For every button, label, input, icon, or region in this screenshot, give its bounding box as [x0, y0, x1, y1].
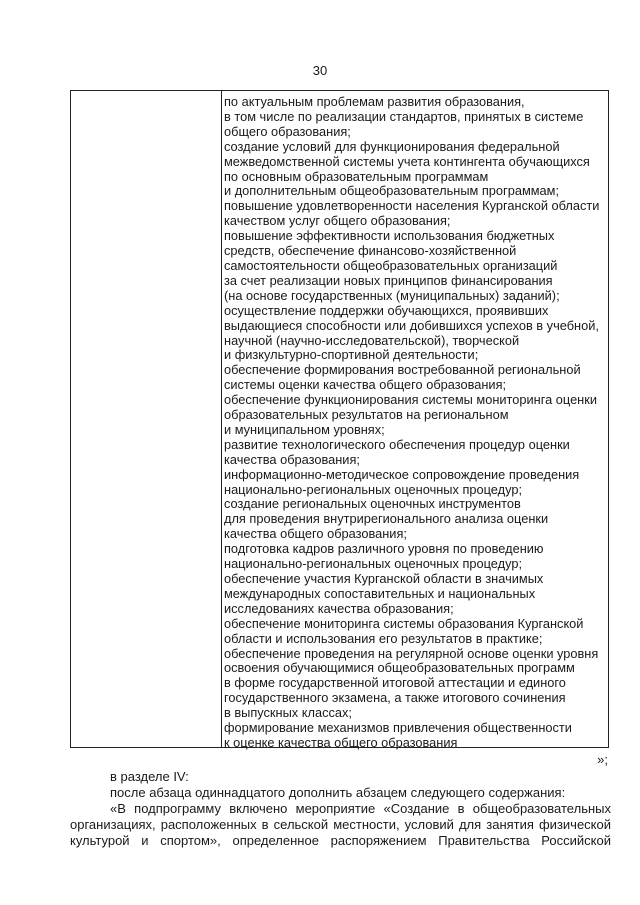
- cell-text-line: системы оценки качества общего образования;: [224, 377, 507, 393]
- instruction-paragraph: после абзаца одиннадцатого дополнить абзацем следующего содержания:: [110, 785, 566, 800]
- cell-text-line: качества образования;: [224, 451, 360, 467]
- cell-text-line: международных сопоставительных и национальных: [224, 585, 536, 601]
- cell-text-line: национально-региональных оценочных процедур;: [224, 481, 523, 497]
- cell-text-line: качества общего образования;: [224, 526, 407, 542]
- cell-text-line: качеством услуг общего образования;: [224, 213, 451, 229]
- cell-text-line: (на основе государственных (муниципальных) заданий);: [224, 287, 560, 303]
- cell-text-line: национально-региональных оценочных процедур;: [224, 556, 523, 572]
- program-table: [70, 90, 609, 748]
- cell-text-line: исследованиях качества образования;: [224, 600, 454, 616]
- cell-text-line: в том числе по реализации стандартов, принятых в системе: [224, 108, 584, 124]
- table-cell-right: [224, 95, 604, 751]
- cell-text-line: формирование механизмов привлечения общественности: [224, 720, 572, 736]
- section-reference: в разделе IV:: [110, 769, 189, 784]
- quoted-line: «В подпрограмму включено мероприятие «Создание в общеобразовательных: [110, 801, 611, 816]
- page-number: 30: [312, 63, 328, 78]
- quoted-line: культурой и спортом», определенное распоряжением Правительства Российской: [70, 833, 611, 848]
- cell-text-line: развитие технологического обеспечения процедур оценки: [224, 436, 570, 452]
- column-divider: [221, 91, 222, 747]
- cell-text-line: выдающиеся способности или добившихся успехов в учебной,: [224, 317, 599, 333]
- cell-text-line: области и использования его результатов в практике;: [224, 630, 543, 646]
- cell-text-line: освоения обучающимися общеобразовательных программ: [224, 660, 575, 676]
- cell-text-line: образовательных результатов на региональном: [224, 407, 509, 423]
- cell-text-line: и муниципальном уровнях;: [224, 421, 385, 437]
- cell-text-line: повышение эффективности использования бюджетных: [224, 228, 555, 244]
- cell-text-line: для проведения внутрирегионального анализа оценки: [224, 511, 549, 527]
- cell-text-line: межведомственной системы учета контингента обучающихся: [224, 153, 590, 169]
- cell-text-line: подготовка кадров различного уровня по проведению: [224, 541, 544, 557]
- cell-text-line: к оценке качества общего образования: [224, 734, 458, 750]
- cell-text-line: обеспечение участия Курганской области в значимых: [224, 571, 544, 586]
- cell-text-line: и физкультурно-спортивной деятельности;: [224, 347, 479, 363]
- cell-text-line: и дополнительным общеобразовательным программам;: [224, 183, 560, 199]
- cell-text-line: за счет реализации новых принципов финансирования: [224, 272, 553, 288]
- cell-text-line: создание условий для функционирования федеральной: [224, 138, 560, 154]
- cell-text-line: повышение удовлетворенности населения Курганской области: [224, 198, 600, 214]
- closing-quote: »;: [597, 752, 608, 767]
- cell-text-line: обеспечение формирования востребованной региональной: [224, 362, 581, 378]
- cell-text-line: самостоятельности общеобразовательных организаций: [224, 257, 558, 273]
- cell-text-line: средств, обеспечение финансово-хозяйственной: [224, 243, 517, 259]
- cell-text-line: по актуальным проблемам развития образования,: [224, 94, 525, 109]
- cell-text-line: информационно-методическое сопровождение проведения: [224, 466, 580, 482]
- cell-text-line: создание региональных оценочных инструментов: [224, 496, 521, 512]
- cell-text-line: в форме государственной итоговой аттестации и единого: [224, 675, 566, 691]
- cell-text-line: в выпускных классах;: [224, 705, 352, 721]
- cell-text-line: научной (научно-исследовательской), творческой: [224, 332, 520, 348]
- cell-text-line: обеспечение функционирования системы мониторинга оценки: [224, 392, 597, 408]
- cell-text-line: государственного экзамена, а также итогового сочинения: [224, 690, 566, 706]
- cell-text-line: обеспечение мониторинга системы образования Курганской: [224, 615, 584, 631]
- cell-text-line: обеспечение проведения на регулярной основе оценки уровня: [224, 645, 599, 661]
- cell-text-line: по основным образовательным программам: [224, 168, 489, 184]
- quoted-line: организациях, расположенных в сельской местности, условий для занятия физической: [70, 817, 611, 832]
- cell-text-line: общего образования;: [224, 123, 351, 139]
- cell-text-line: осуществление поддержки обучающихся, проявивших: [224, 302, 549, 318]
